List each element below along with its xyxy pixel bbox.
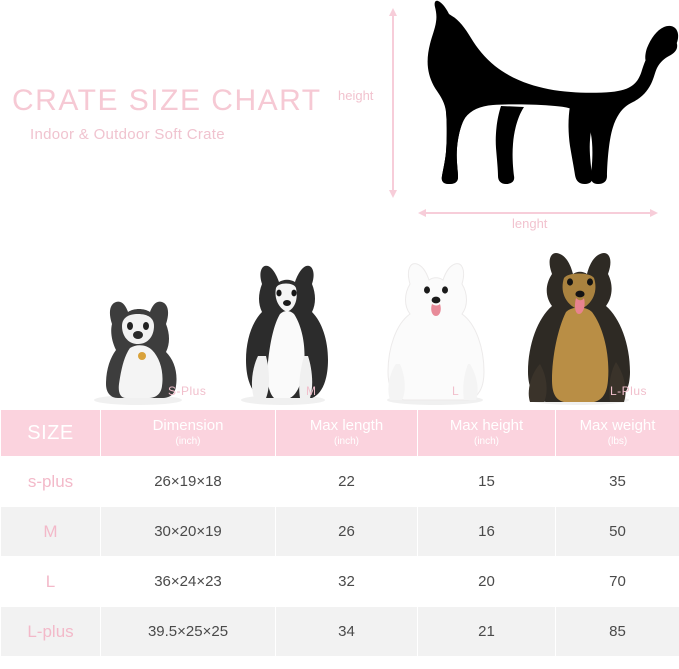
page-subtitle: Indoor & Outdoor Soft Crate — [30, 126, 225, 143]
table-head — [1, 410, 679, 457]
page-title: CRATE SIZE CHART — [12, 84, 322, 117]
row-max-weight-l-plus: 85 — [556, 607, 679, 657]
row-max-length-l: 32 — [276, 557, 418, 607]
row-max-height-s-plus: 15 — [418, 457, 556, 507]
dog-silhouette-icon — [405, 0, 679, 200]
length-arrow-icon — [418, 205, 658, 215]
table-row — [1, 557, 679, 607]
table-row — [1, 607, 679, 657]
dog-tag-s-plus: S-Plus — [168, 384, 207, 398]
height-label: height — [338, 88, 374, 103]
row-size-s-plus: s-plus — [1, 457, 101, 507]
column-header-max-weight-unit: (lbs) — [607, 435, 628, 447]
column-header-dimension — [101, 410, 276, 457]
dog-tag-l: L — [452, 384, 460, 398]
row-dimension-l: 36×24×23 — [101, 557, 276, 607]
row-size-l: L — [1, 557, 101, 607]
dog-photo-l-plus — [512, 248, 646, 406]
dog-tag-m: M — [306, 384, 317, 398]
row-max-weight-l: 70 — [556, 557, 679, 607]
dog-tag-l-plus: L-Plus — [610, 384, 648, 398]
column-header-max-height-label: Max height — [449, 417, 524, 435]
row-dimension-s-plus: 26×19×18 — [101, 457, 276, 507]
row-max-length-l-plus: 34 — [276, 607, 418, 657]
row-max-length-s-plus: 22 — [276, 457, 418, 507]
title-block — [12, 84, 332, 143]
column-header-dimension-label: Dimension — [152, 417, 224, 435]
table-row — [1, 457, 679, 507]
column-header-size-label: SIZE — [27, 422, 74, 444]
row-max-weight-s-plus: 35 — [556, 457, 679, 507]
column-header-max-height — [418, 410, 556, 457]
dog-photo-l — [372, 254, 498, 406]
column-header-max-length — [276, 410, 418, 457]
column-header-max-length-unit: (inch) — [333, 435, 359, 447]
column-header-dimension-unit: (inch) — [175, 435, 201, 447]
dog-photo-m — [228, 260, 338, 406]
table-row — [1, 507, 679, 557]
row-size-l-plus: L-plus — [1, 607, 101, 657]
dog-photo-row — [0, 236, 679, 406]
column-header-max-weight — [556, 410, 679, 457]
column-header-max-weight-label: Max weight — [579, 417, 656, 435]
size-table — [0, 409, 679, 657]
row-dimension-l-plus: 39.5×25×25 — [101, 607, 276, 657]
length-label: lenght — [512, 216, 548, 231]
height-arrow-icon — [388, 8, 398, 198]
table-body — [1, 457, 679, 657]
column-header-max-length-label: Max length — [309, 417, 384, 435]
row-max-weight-m: 50 — [556, 507, 679, 557]
row-max-height-l-plus: 21 — [418, 607, 556, 657]
column-header-size — [1, 410, 101, 457]
table-header-row — [1, 410, 679, 457]
row-size-m: M — [1, 507, 101, 557]
row-dimension-m: 30×20×19 — [101, 507, 276, 557]
row-max-length-m: 26 — [276, 507, 418, 557]
column-header-max-height-unit: (inch) — [473, 435, 499, 447]
row-max-height-m: 16 — [418, 507, 556, 557]
row-max-height-l: 20 — [418, 557, 556, 607]
